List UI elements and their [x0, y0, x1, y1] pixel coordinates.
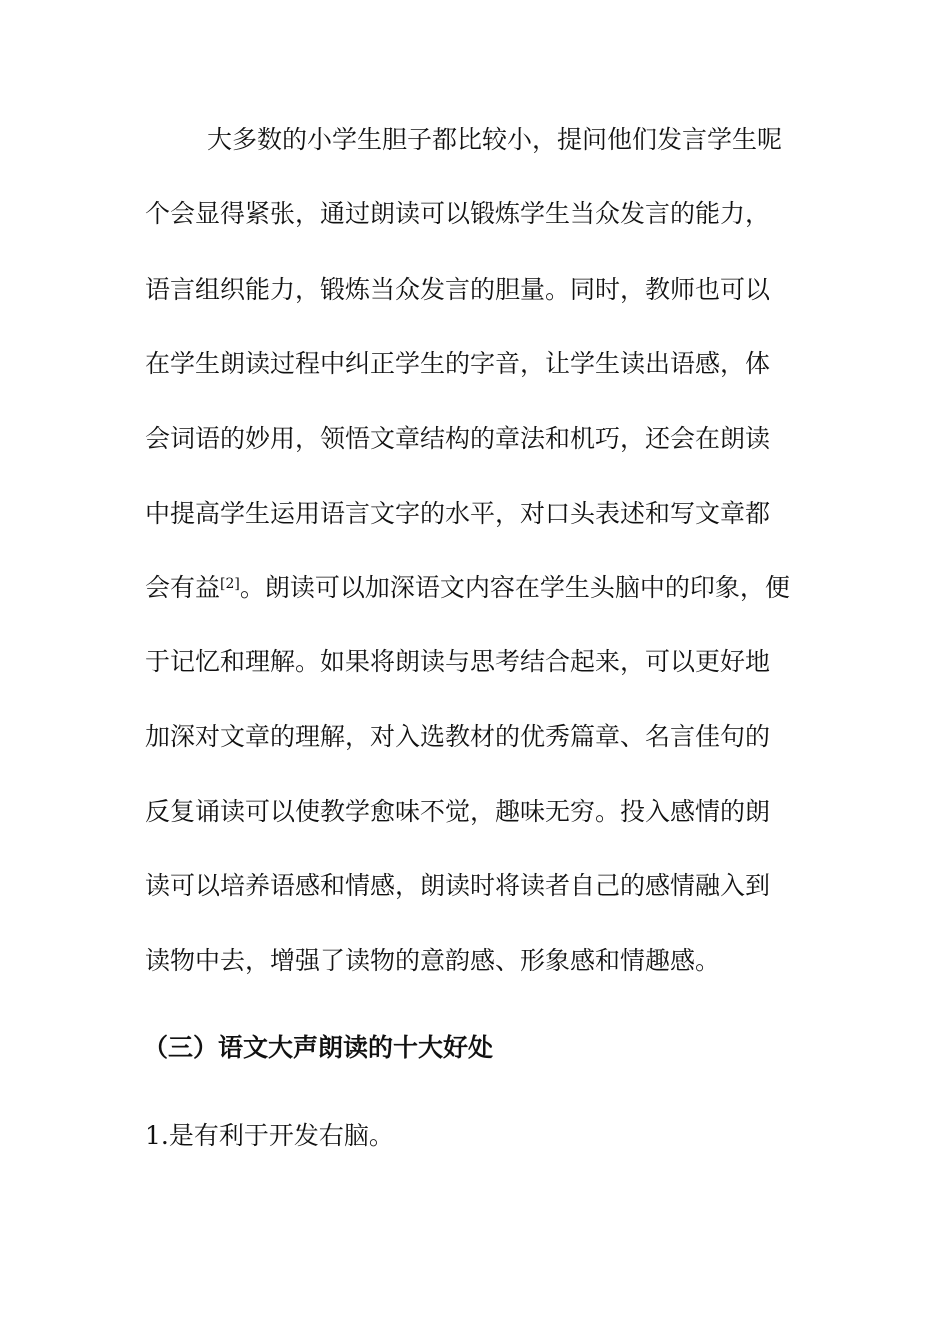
paragraph-line-9: 加深对文章的理解，对入选教材的优秀篇章、名言佳句的: [145, 722, 771, 751]
paragraph-line-4: 在学生朗读过程中纠正学生的字音，让学生读出语感，体: [145, 349, 771, 378]
paragraph-line-5: 会词语的妙用，领悟文章结构的章法和机巧，还会在朗读: [145, 424, 771, 453]
citation-reference[interactable]: [2]: [220, 576, 240, 592]
section-heading: （三）语文大声朗读的十大好处: [143, 1033, 494, 1062]
paragraph-line-2: 个会显得紧张，通过朗读可以锻炼学生当众发言的能力，: [145, 199, 771, 228]
paragraph-line-1: 大多数的小学生胆子都比较小，提问他们发言学生呢: [207, 125, 783, 154]
paragraph-line-6: 中提高学生运用语言文字的水平，对口头表述和写文章都: [145, 499, 771, 528]
paragraph-line-10: 反复诵读可以使教学愈味不觉，趣味无穷。投入感情的朗: [145, 797, 771, 826]
paragraph-line-3: 语言组织能力，锻炼当众发言的胆量。同时，教师也可以: [145, 275, 771, 304]
paragraph-line-12: 读物中去，增强了读物的意韵感、形象感和情趣感。: [145, 946, 721, 975]
paragraph-line-7-start: 会有益: [145, 573, 221, 602]
paragraph-line-7: [145, 573, 790, 603]
paragraph-line-8: 于记忆和理解。如果将朗读与思考结合起来，可以更好地: [145, 647, 771, 676]
list-item-1: 1.是有利于开发右脑。: [145, 1121, 394, 1150]
paragraph-line-7-end: 。朗读可以加深语文内容在学生头脑中的印象，便: [239, 573, 790, 602]
paragraph-line-11: 读可以培养语感和情感，朗读时将读者自己的感情融入到: [145, 871, 771, 900]
